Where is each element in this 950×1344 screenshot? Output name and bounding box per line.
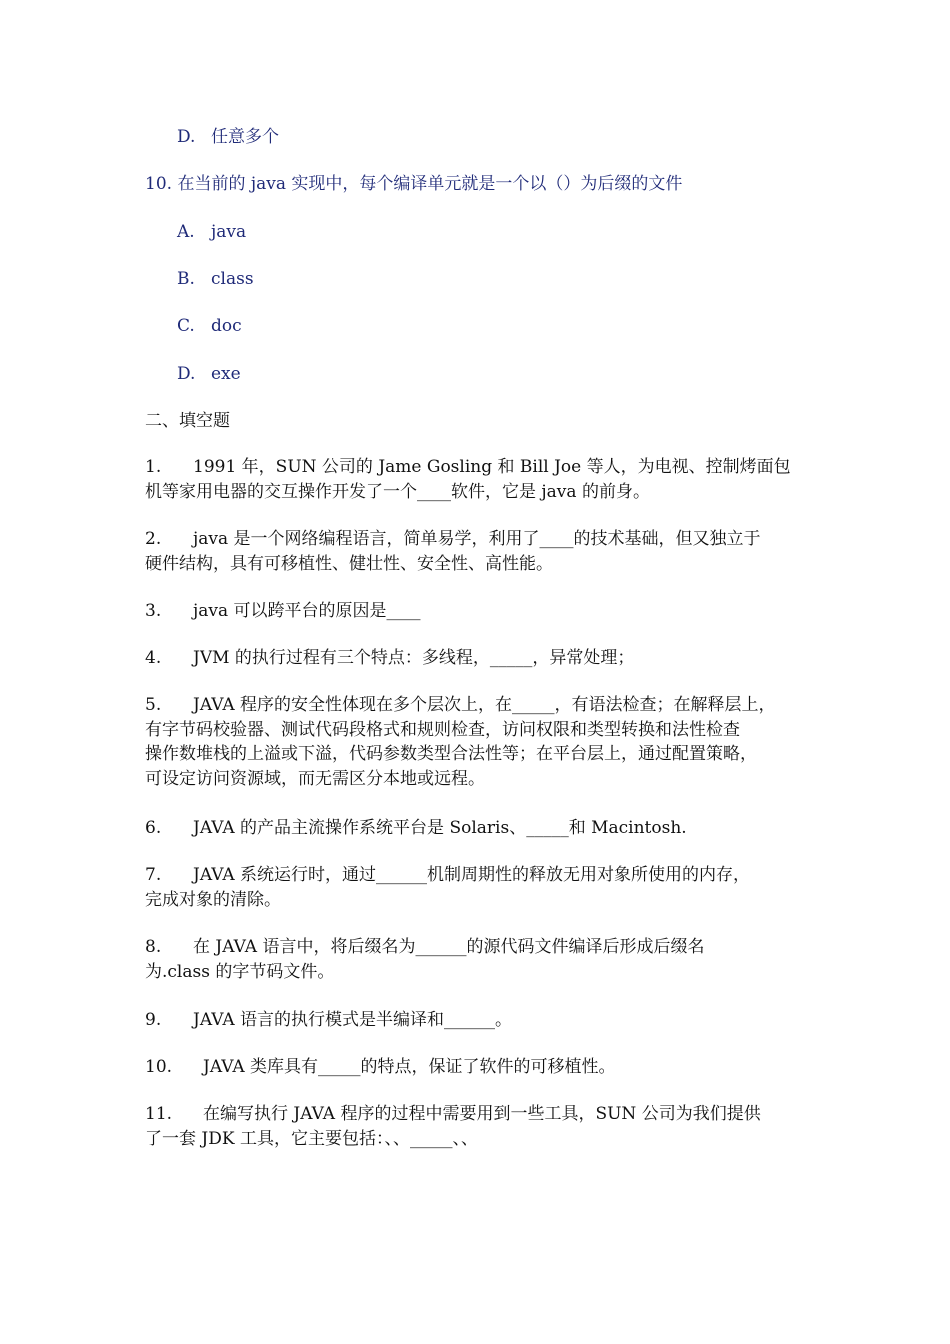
- option-letter: A.: [177, 222, 195, 242]
- item-text: JAVA 程序的安全性体现在多个层次上，在_____，有语法检查；在解释层上，: [193, 695, 776, 715]
- item-number: 8.: [145, 937, 162, 957]
- item-number: 7.: [145, 865, 162, 885]
- option-text: class: [211, 269, 254, 289]
- item-line: [145, 527, 810, 552]
- item-line: [145, 455, 810, 480]
- item-text: JAVA 的产品主流操作系统平台是 Solaris、_____和 Macintosh.: [193, 818, 687, 838]
- fill-item-3: [145, 599, 810, 624]
- item-number: 4.: [145, 648, 162, 668]
- fill-item-6: [145, 816, 810, 841]
- item-line: 机等家用电器的交互操作开发了一个____软件，它是 java 的前身。: [145, 481, 650, 502]
- option-letter: C.: [177, 316, 195, 336]
- item-text: 在 JAVA 语言中，将后缀名为______的源代码文件编译后形成后缀名: [193, 937, 705, 957]
- fill-item-1: [145, 455, 810, 504]
- fill-item-11: [145, 1102, 810, 1151]
- item-text: JAVA 语言的执行模式是半编译和______。: [193, 1010, 513, 1030]
- option-text: exe: [211, 364, 241, 384]
- fill-item-10: [145, 1055, 810, 1080]
- item-number: 5.: [145, 695, 162, 715]
- option-letter: B.: [177, 269, 195, 289]
- item-line: 操作数堆栈的上溢或下溢，代码参数类型合法性等；在平台层上，通过配置策略，: [145, 744, 757, 764]
- option-text: doc: [211, 316, 242, 336]
- fill-item-7: [145, 863, 810, 912]
- item-line: [145, 816, 810, 841]
- question-10-option-d: [177, 361, 842, 387]
- item-number: 2.: [145, 529, 162, 549]
- item-line: [145, 1102, 810, 1127]
- item-line: 为.class 的字节码文件。: [145, 961, 335, 982]
- question-10-text: 10. 在当前的 java 实现中，每个编译单元就是一个以（）为后缀的文件: [145, 174, 683, 194]
- item-number: 1.: [145, 457, 162, 477]
- item-line: [145, 863, 810, 888]
- option-text: java: [211, 222, 247, 242]
- item-line: [145, 599, 810, 624]
- item-line: [145, 1008, 810, 1033]
- item-text: JVM 的执行过程有三个特点：多线程，_____，异常处理；: [193, 648, 635, 668]
- item-line: [145, 646, 810, 671]
- item-text: JAVA 类库具有_____的特点，保证了软件的可移植性。: [203, 1057, 616, 1077]
- item-line: 有字节码校验器、测试代码段格式和规则检查，访问权限和类型转换和法性检查: [145, 719, 740, 740]
- item-line: 可设定访问资源域，而无需区分本地或远程。: [145, 768, 485, 789]
- item-text: 在编写执行 JAVA 程序的过程中需要用到一些工具，SUN 公司为我们提供: [203, 1104, 761, 1124]
- option-letter: D.: [177, 127, 196, 147]
- item-line: 硬件结构，具有可移植性、健壮性、安全性、高性能。: [145, 553, 553, 574]
- question-10-option-c: [177, 313, 842, 339]
- item-line: [145, 1055, 810, 1080]
- question-10-option-a: [177, 219, 842, 245]
- item-text: JAVA 系统运行时，通过______机制周期性的释放无用对象所使用的内存，: [193, 865, 751, 885]
- fill-item-8: [145, 935, 810, 984]
- option-text: 任意多个: [211, 127, 279, 147]
- item-number: 6.: [145, 818, 162, 838]
- option-letter: D.: [177, 364, 196, 384]
- prev-question-option-d: [177, 124, 842, 150]
- item-text: 1991 年，SUN 公司的 Jame Gosling 和 Bill Joe 等人，为电视、控制烤面包: [193, 457, 791, 477]
- item-number: 10.: [145, 1057, 173, 1077]
- fill-item-4: [145, 646, 810, 671]
- item-line: [145, 693, 810, 718]
- item-line: 了一套 JDK 工具，它主要包括：、、_____、、: [145, 1128, 478, 1149]
- fill-item-5: [145, 693, 810, 791]
- item-number: 9.: [145, 1010, 162, 1030]
- item-line: 完成对象的清除。: [145, 889, 281, 910]
- item-text: java 是一个网络编程语言，简单易学，利用了____的技术基础，但又独立于: [193, 529, 761, 549]
- item-number: 11.: [145, 1104, 173, 1124]
- fill-item-9: [145, 1008, 810, 1033]
- item-number: 3.: [145, 601, 162, 621]
- fill-in-section-heading: 二、填空题: [145, 411, 230, 431]
- fill-item-2: [145, 527, 810, 576]
- item-line: [145, 935, 810, 960]
- question-10-option-b: [177, 266, 842, 292]
- item-text: java 可以跨平台的原因是____: [193, 601, 421, 621]
